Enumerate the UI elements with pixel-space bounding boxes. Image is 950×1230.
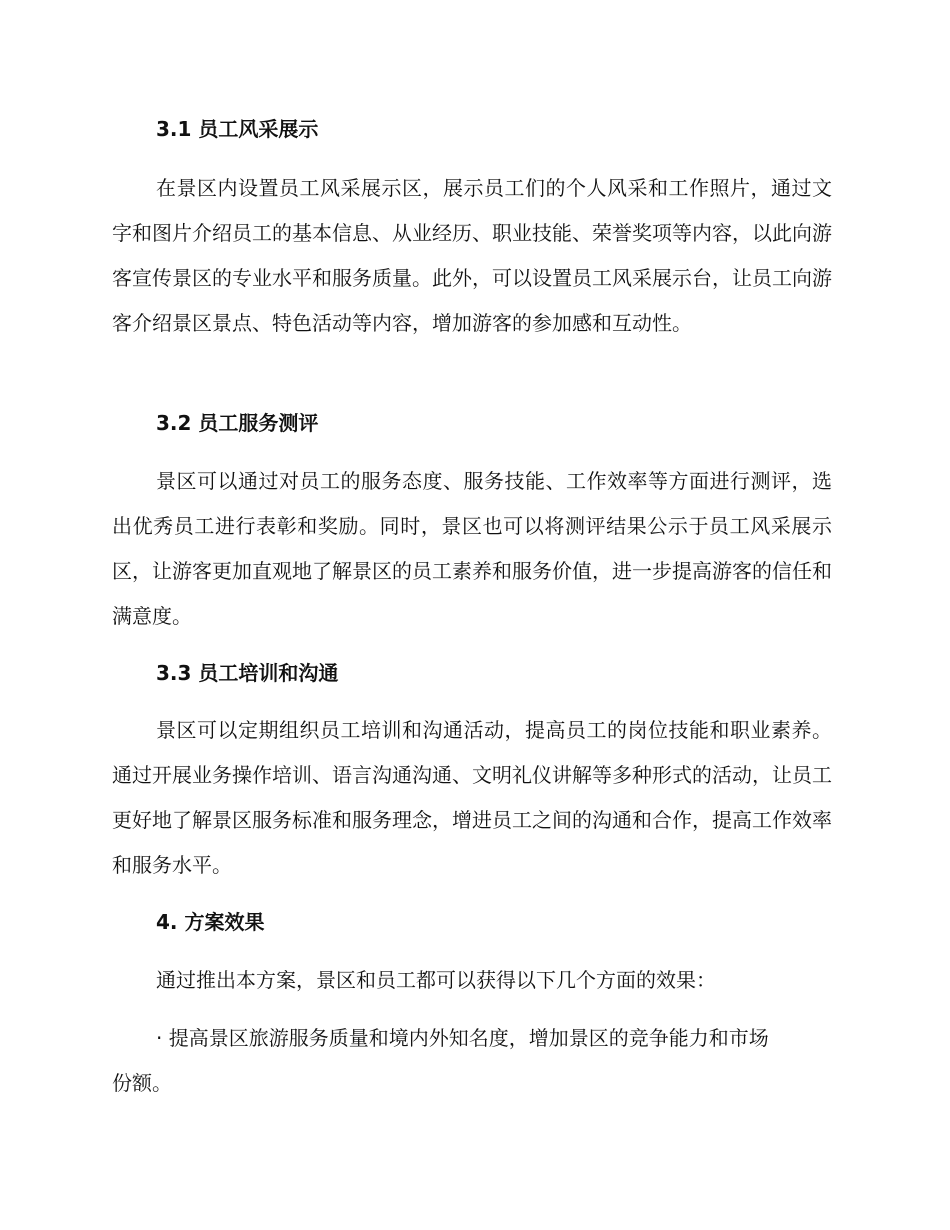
section-paragraph-3-1: 在景区内设置员工风采展示区，展示员工们的个人风采和工作照片，通过文字和图片介绍员工的基本信息、从业经历、职业技能、荣誉奖项等内容，以此向游客宣传景区的专业水平和服务质量。此外，可以设置员工风采展示台，让员工向游客介绍景区景点、特色活动等内容，增加游客的参加感和互动性。 [112, 176, 832, 335]
section-paragraph-3-3: 景区可以定期组织员工培训和沟通活动，提高员工的岗位技能和职业素养。通过开展业务操作培训、语言沟通沟通、文明礼仪讲解等多种形式的活动，让员工更好地了解景区服务标准和服务理念，增进员工之间的沟通和合作，提高工作效率和服务水平。 [112, 718, 832, 877]
section-heading-4: 4. 方案效果 [156, 910, 265, 934]
section-paragraph-3-2: 景区可以通过对员工的服务态度、服务技能、工作效率等方面进行测评，选出优秀员工进行表彰和奖励。同时，景区也可以将测评结果公示于员工风采展示区，让游客更加直观地了解景区的员工素养和服务价值，进一步提高游客的信任和满意度。 [112, 469, 832, 628]
section-heading-3-1: 3.1 员工风采展示 [156, 117, 319, 141]
section-paragraph-4: 通过推出本方案，景区和员工都可以获得以下几个方面的效果： [156, 968, 716, 992]
section-heading-3-3: 3.3 员工培训和沟通 [156, 661, 339, 685]
bullet-item-line-1: · 提高景区旅游服务质量和境内外知名度，增加景区的竞争能力和市场 [156, 1026, 769, 1050]
bullet-item-line-2: 份额。 [112, 1071, 172, 1095]
section-heading-3-2: 3.2 员工服务测评 [156, 411, 319, 435]
